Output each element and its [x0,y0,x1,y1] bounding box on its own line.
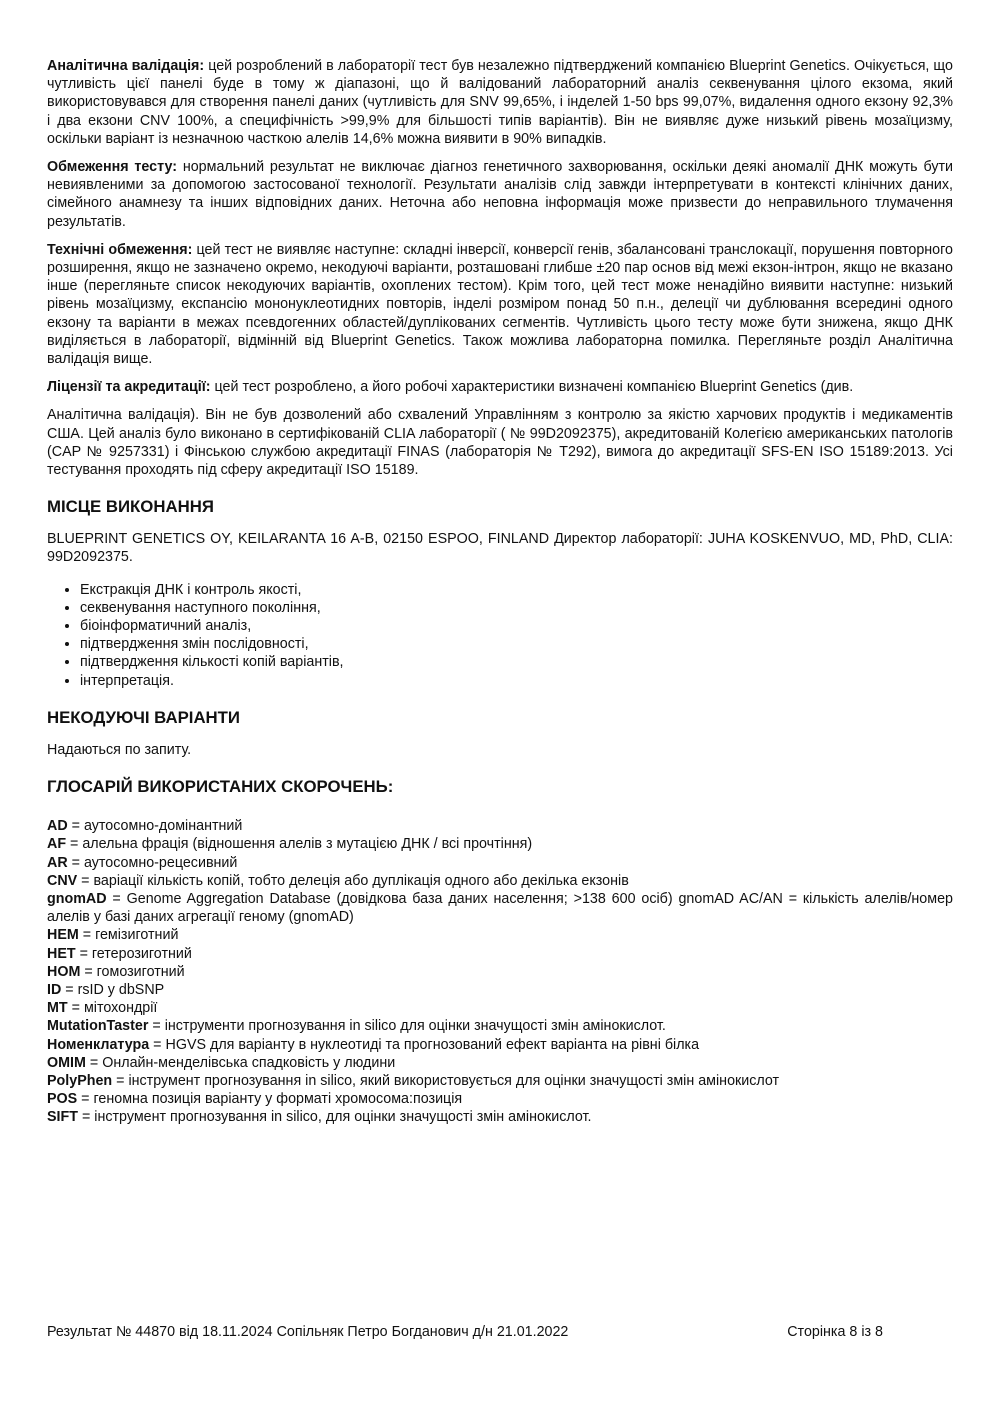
glossary-definition: = rsID у dbSNP [61,981,165,998]
glossary-term: gnomAD [47,890,107,907]
glossary-heading: ГЛОСАРІЙ ВИКОРИСТАНИХ СКОРОЧЕНЬ: [47,777,394,797]
location-list [47,581,953,690]
glossary-list [47,817,953,1126]
location-text: BLUEPRINT GENETICS OY, KEILARANTA 16 A-B, 02150 ESPOO, FINLAND Директор лабораторії: JUHA KOSKENVUO, MD, PhD, CLIA: 99D2092375. [47,531,953,566]
list-item: • підтвердження кількості копій варіантів, [80,653,953,671]
list-item: • Екстракція ДНК і контроль якості, [80,581,953,599]
glossary-definition: = Genome Aggregation Database (довідкова база даних населення; >138 600 осіб) gnomAD AC/AN = кількість алелів/номер алелів у базі даних агрегації геному (gnomAD) [47,890,953,926]
glossary-entry [47,1017,953,1035]
glossary-entry [47,890,953,926]
paragraph-text: цей тест розроблено, а його робочі характеристики визначені компанією Blueprint Genetics (див. [210,379,854,396]
glossary-term: PolyPhen [47,1072,113,1089]
analytical-validation-paragraph [47,57,953,148]
glossary-definition: = інструмент прогнозування in silico, для оцінки значущості змін амінокислот. [77,1109,592,1126]
glossary-definition: = інструменти прогнозування in silico для оцінки значущості змін амінокислот. [148,1018,666,1035]
technical-limitations-paragraph [47,241,953,368]
noncoding-heading: НЕКОДУЮЧІ ВАРІАНТИ [47,707,240,727]
glossary-term: HOM [47,963,81,980]
glossary-entry [47,1108,953,1126]
paragraph-text: нормальний результат не виключає діагноз генетичного захворювання, оскільки деякі аномалії ДНК можуть бути невиявленими за допомогою застосованої технології. Результати аналізів слід завжди інтерпретувати в контексті клінічних даних, сімейного анамнезу та інших відповідних даних. Неточна або неповна інформація може призвести до неправильного тлумачення результатів. [47,159,953,230]
glossary-definition: = Онлайн-менделівська спадковість у людини [85,1054,396,1071]
glossary-entry [47,945,953,963]
noncoding-text: Надаються по запиту. [47,741,192,758]
list-item: • біоінформатичний аналіз, [80,617,953,635]
glossary-term: OMIM [47,1054,86,1071]
glossary-term: ID [47,981,62,998]
glossary-term: MutationTaster [47,1018,149,1035]
licenses-continuation-paragraph [47,406,953,479]
paragraph-label: Технічні обмеження: [47,241,193,258]
glossary-entry [47,963,953,981]
glossary-entry [47,926,953,944]
list-item: • підтвердження змін послідовності, [80,635,953,653]
paragraph-label: Ліцензії та акредитації: [47,379,211,396]
glossary-term: MT [47,1000,68,1017]
glossary-definition: = гомозиготний [80,963,185,980]
glossary-entry [47,1072,953,1090]
glossary-term: HEM [47,927,79,944]
glossary-entry [47,1054,953,1072]
glossary-definition: = мітохондрії [67,1000,158,1017]
paragraph-text: Аналітична валідація). Він не був дозволений або схвалений Управлінням з контролю за якістю харчових продуктів і медикаментів США. Цей аналіз було виконано в сертифікованій CLIA лабораторії ( № 99D2092375), акредитованій Колегією американських патологів (CAP № 9257331) і Фінською службою акредитації FINAS (лабораторія № T292), вимога до акредитації SFS-EN ISO 15189:2013. Усі тестування проходять під сферу акредитації ISO 15189. [47,407,953,479]
glossary-entry [47,999,953,1017]
list-item: • секвенування наступного покоління, [80,599,953,617]
glossary-term: CNV [47,872,78,889]
glossary-term: Номенклатура [47,1036,150,1053]
glossary-term: AF [47,836,67,853]
list-item: • інтерпретація. [80,672,953,690]
location-heading: МІСЦЕ ВИКОНАННЯ [47,497,214,517]
glossary-term: SIFT [47,1109,78,1126]
glossary-definition: = аутосомно-рецесивний [67,854,238,871]
glossary-entry [47,872,953,890]
glossary-entry [47,1036,953,1054]
glossary-definition: = гемізиготний [78,927,179,944]
glossary-definition: = алельна фрація (відношення алелів з мутацією ДНК / всі прочтіння) [66,836,533,853]
glossary-entry [47,835,953,853]
paragraph-label: Обмеження тесту: [47,159,178,176]
document-body [47,57,953,1127]
glossary-entry [47,981,953,999]
glossary-definition: = інструмент прогнозування in silico, який використовується для оцінки значущості змін амінокислот [112,1072,780,1089]
paragraph-text: цей тест не виявляє наступне: складні інверсії, конверсії генів, збалансовані транслокації, порушення повторного розширення, якщо не зазначено окремо, некодуючі варіанти, розташовані глибше ±20 пар основ від межі екзон-інтрон, якщо не вказано інше (перегляньте список некодуючих варіантів, охоплених тестом). Крім того, цей тест може ненадійно виявити наступне: низький рівень мозаїцизму, експансію мононуклеотидних повторів, інделі розміром понад 50 п.н., делеції чи дублювання всередині одного екзону та варіанти в межах псевдогенних областей/дуплікованих сегментів. Чутливість цього тесту може бути знижена, якщо ДНК виділяється в лабораторії, відмінній від Blueprint Genetics. Також можлива лабораторна помилка. Перегляньте розділ Аналітична валідація вище. [47,241,953,368]
glossary-entry [47,817,953,835]
glossary-definition: = аутосомно-домінантний [67,818,243,835]
paragraph-label: Аналітична валідація: [47,58,205,74]
glossary-definition: = гетерозиготний [75,945,192,962]
glossary-entry [47,854,953,872]
glossary-definition: = варіації кількість копій, тобто делеція або дуплікація одного або декілька екзонів [77,872,629,889]
glossary-term: HET [47,945,76,962]
paragraph-text: цей розроблений в лабораторії тест був незалежно підтверджений компанією Blueprint Genetics. Очікується, що чутливість цієї панелі буде в тому ж діапазоні, що й валідований лабораторний аналіз секвенування цілого екзома, який використовувався для створення панелі даних (чутливість для SNV 99,65%, і інделей 1-50 bps 99,07%, видалення одного екзону 92,3% і два екзони CNV 100%, а специфічність >99,9% для більшості типів варіантів). Він не виявляє дуже низький рівень мозаїцизму, оскільки варіант із незначною часткою алелів 14,6% можна виявити в 90% випадків. [47,58,953,147]
licenses-paragraph [47,378,953,396]
glossary-definition: = HGVS для варіанту в нуклеотиді та прогнозований ефект варіанта на рівні білка [149,1036,700,1053]
page-footer [47,1323,883,1341]
glossary-term: AD [47,818,68,835]
page-number: Сторінка 8 із 8 [787,1324,883,1340]
glossary-entry [47,1090,953,1108]
glossary-term: POS [47,1091,78,1108]
footer-report-info: Результат № 44870 від 18.11.2024 Сопільняк Петро Богданович д/н 21.01.2022 [47,1324,569,1340]
test-limitations-paragraph [47,158,953,231]
glossary-definition: = геномна позиція варіанту у форматі хромосома:позиція [77,1091,463,1108]
glossary-term: AR [47,854,68,871]
